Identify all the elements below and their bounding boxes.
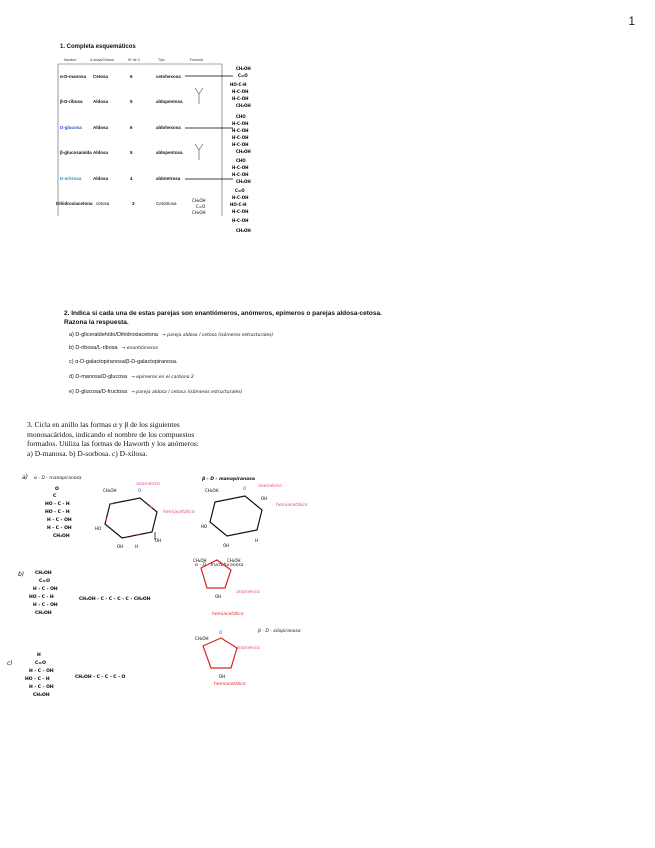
row-type: aldohexosa <box>156 125 181 130</box>
svg-text:H-C-OH: H-C-OH <box>232 135 249 140</box>
svg-text:HO - C - H: HO - C - H <box>25 677 50 682</box>
formula-glyph: CH₂OH <box>192 210 206 215</box>
table-header-kind: A ldosa/Cetosa <box>90 58 114 62</box>
svg-text:O: O <box>243 486 247 491</box>
row-name: D-eritrosa <box>60 176 82 181</box>
page-number: 1 <box>628 14 635 28</box>
section3-line: a) D-manosa. b) D-sorbosa. c) D-xilosa. <box>27 448 148 458</box>
svg-text:H: H <box>37 653 41 658</box>
furanose-substituents <box>193 558 244 599</box>
section3-line: formados. Utiliza las formas de Haworth y los anómeros: <box>27 439 199 448</box>
table-header-name: Nombre <box>64 58 77 62</box>
sketch-ribose <box>195 144 203 160</box>
svg-text:CH₂OH: CH₂OH <box>236 149 251 154</box>
row-type: cetohexosa <box>156 74 181 79</box>
row-type: aldopentosa <box>156 99 183 104</box>
row-kind: Cetosa <box>93 74 109 79</box>
svg-text:O: O <box>138 488 142 493</box>
svg-text:C=O: C=O <box>39 579 50 584</box>
drawing-title-alpha: α - D - manopiranosa <box>34 476 82 481</box>
drawing-title-fructo: α - D - fructofuranosa <box>195 563 244 568</box>
svg-text:H-C-OH: H-C-OH <box>232 96 249 101</box>
svg-text:CHO: CHO <box>236 158 246 163</box>
svg-text:CH₂OH: CH₂OH <box>236 179 251 184</box>
anomeric-note: anomérico <box>236 590 260 595</box>
svg-text:OH: OH <box>219 674 226 679</box>
row-type: aldotetrosa <box>156 176 181 181</box>
row-carbons: 5 <box>130 150 133 155</box>
section3-line: monosacáridos, indicando el nombre de los compuestos <box>27 429 195 439</box>
svg-text:H: H <box>135 544 139 549</box>
row-name: α-D-manosa <box>60 74 87 79</box>
svg-text:CH₂OH: CH₂OH <box>236 66 251 71</box>
svg-text:H - C - OH: H - C - OH <box>47 526 72 531</box>
hemiacetal-note: hemiacetálico <box>163 510 195 515</box>
pair-answer: → epímeros en el carbono 2 <box>131 375 194 380</box>
svg-text:C: C <box>53 494 57 499</box>
svg-text:CH₂OH: CH₂OH <box>195 636 209 641</box>
pair-label: b) D-ribosa/L-ribosa <box>69 345 118 351</box>
svg-text:H-C-OH: H-C-OH <box>232 218 249 223</box>
pair-item-a <box>69 332 273 338</box>
pair-answer: → pareja aldosa / cetosa (isómeros estructurales) <box>161 333 274 338</box>
formula-glyph: C=O <box>196 204 206 209</box>
fischer-mannose <box>45 486 72 539</box>
svg-text:HO-C-H: HO-C-H <box>230 202 247 207</box>
svg-text:H-C-OH: H-C-OH <box>232 165 249 170</box>
svg-text:OH: OH <box>261 496 268 501</box>
section1-title: 1. Completa esquemáticos <box>60 44 136 50</box>
anomeric-note: anomérico <box>258 484 282 489</box>
svg-text:C=O: C=O <box>238 73 248 78</box>
section3-line: 3. Cicla en anillo las formas α y β de los siguientes <box>27 420 180 429</box>
svg-text:CH₂OH: CH₂OH <box>236 103 251 108</box>
pair-label: a) D-gliceraldehído/Dihidroxiacetona <box>69 332 158 338</box>
svg-text:OH: OH <box>117 544 124 549</box>
svg-text:H-C-OH: H-C-OH <box>232 209 249 214</box>
svg-text:H-C-OH: H-C-OH <box>232 195 249 200</box>
table-header-type: Tipo <box>158 58 165 62</box>
row-type: aldopentosa <box>156 150 183 155</box>
pair-answer: → pareja aldosa / cetosa (isómeros estructurales) <box>131 390 243 395</box>
row-kind: Aldosa <box>93 125 109 130</box>
svg-text:C=O: C=O <box>235 188 245 193</box>
svg-text:CHO: CHO <box>236 114 246 119</box>
row-name: D-glucosa <box>60 125 82 130</box>
svg-text:H - C - OH: H - C - OH <box>29 685 54 690</box>
row-name: Dihidroxiacetona <box>56 201 93 206</box>
section2-title-line2: Razona la respuesta. <box>64 319 129 326</box>
row-kind: cetosa <box>96 201 110 206</box>
pair-label: c) α-D-galactopiranosa/β-D-galactopiranosa. <box>69 359 178 365</box>
pair-label: e) D-glucosa/D-fructosa <box>69 389 128 395</box>
pair-answer: → enantiómeros <box>121 346 158 351</box>
svg-text:CH₂OH: CH₂OH <box>103 488 117 493</box>
svg-text:H-C-OH: H-C-OH <box>232 89 249 94</box>
linear-sorbose: CH₂OH - C - C - C - C - CH₂OH <box>79 597 151 602</box>
svg-text:H-C-OH: H-C-OH <box>232 142 249 147</box>
svg-text:H - C - OH: H - C - OH <box>33 587 58 592</box>
svg-text:H-C-OH: H-C-OH <box>232 172 249 177</box>
furanose-ring <box>201 560 231 588</box>
pair-item-e <box>69 389 242 395</box>
drawing-title-beta: β - D - manopiranosa <box>202 477 256 482</box>
fischer-projection <box>230 66 251 233</box>
row-carbons: 6 <box>130 74 133 79</box>
svg-text:CH₂OH: CH₂OH <box>236 228 251 233</box>
svg-text:O: O <box>219 630 223 635</box>
fischer-sorbose <box>29 570 58 616</box>
pair-item-b <box>69 345 158 351</box>
drawing-title-xylo: β - D - xilopiranosa <box>258 629 301 634</box>
row-carbons: 5 <box>130 99 133 104</box>
table-sketch <box>55 56 270 246</box>
drawing-label-b: b) <box>18 571 25 578</box>
svg-text:H: H <box>255 538 259 543</box>
svg-text:H - C - OH: H - C - OH <box>47 518 72 523</box>
svg-text:H-C-OH: H-C-OH <box>232 128 249 133</box>
svg-text:O: O <box>55 487 59 492</box>
svg-text:HO - C - H: HO - C - H <box>45 502 70 507</box>
section2-title <box>64 309 424 327</box>
row-carbons: 3 <box>132 201 135 206</box>
svg-text:H - C - OH: H - C - OH <box>29 669 54 674</box>
anomeric-note: anomérico <box>236 646 260 651</box>
fischer-xylose <box>25 652 54 698</box>
xylopyranose-substituents <box>195 630 225 679</box>
row-kind: Aldosa <box>93 99 109 104</box>
haworth-drawings <box>15 470 315 730</box>
anomeric-note: anomérico <box>136 482 160 487</box>
section2-title-line1: 2. Indica si cada una de estas parejas son enantiómeros, anómeros, epímeros o parejas aldosa-cetosa. <box>64 310 382 317</box>
xylopyranose-ring <box>203 638 237 668</box>
sketch-ribose <box>195 88 203 104</box>
svg-text:H - C - OH: H - C - OH <box>33 603 58 608</box>
svg-text:CH₂OH: CH₂OH <box>193 558 207 563</box>
hemiacetal-note: hemiacetálico <box>214 682 246 687</box>
svg-text:CH₂OH: CH₂OH <box>53 534 70 539</box>
row-carbons: 6 <box>130 125 133 130</box>
svg-text:CH₂OH: CH₂OH <box>227 558 241 563</box>
table-header-carbons: Nº de C <box>128 58 141 62</box>
section3-statement <box>27 420 267 458</box>
row-name: β-glucosamida <box>60 150 92 155</box>
table-header-formula: Fórmula <box>190 58 203 62</box>
drawing-label-a: a) <box>22 474 29 481</box>
pyranose-ring-beta <box>210 496 262 536</box>
svg-text:CH₂OH: CH₂OH <box>33 693 50 698</box>
hemiacetal-note: hemiacetálico <box>276 503 308 508</box>
svg-text:CH₂OH: CH₂OH <box>205 488 219 493</box>
hemiacetal-note: hemiacetálico <box>212 612 244 617</box>
svg-text:HO - C - H: HO - C - H <box>45 510 70 515</box>
pair-item-c <box>69 359 181 365</box>
row-carbons: 4 <box>130 176 133 181</box>
svg-text:OH: OH <box>223 543 230 548</box>
svg-text:HO: HO <box>201 524 208 529</box>
linear-xylose: CH₂OH - C - C - C - O <box>75 675 126 680</box>
drawing-label-c: c) <box>7 660 13 667</box>
svg-text:C=O: C=O <box>35 661 46 666</box>
row-name: β-D-ribosa <box>60 99 83 104</box>
alpha-substituents <box>95 488 161 549</box>
row-kind: Aldosa <box>93 150 109 155</box>
svg-text:HO-C-H: HO-C-H <box>230 82 247 87</box>
pair-label: d) D-manosa/D-glucosa <box>69 374 128 380</box>
svg-text:H-C-OH: H-C-OH <box>232 121 249 126</box>
svg-text:HO: HO <box>95 526 102 531</box>
row-kind: Aldosa <box>93 176 109 181</box>
row-type: Cetotriosa <box>156 201 177 206</box>
svg-text:CH₂OH: CH₂OH <box>35 571 52 576</box>
svg-text:HO - C - H: HO - C - H <box>29 595 54 600</box>
pair-item-d <box>69 374 194 380</box>
svg-text:CH₂OH: CH₂OH <box>35 611 52 616</box>
formula-glyph: CH₂OH <box>192 198 206 203</box>
svg-text:OH: OH <box>215 594 222 599</box>
svg-text:OH: OH <box>155 538 162 543</box>
